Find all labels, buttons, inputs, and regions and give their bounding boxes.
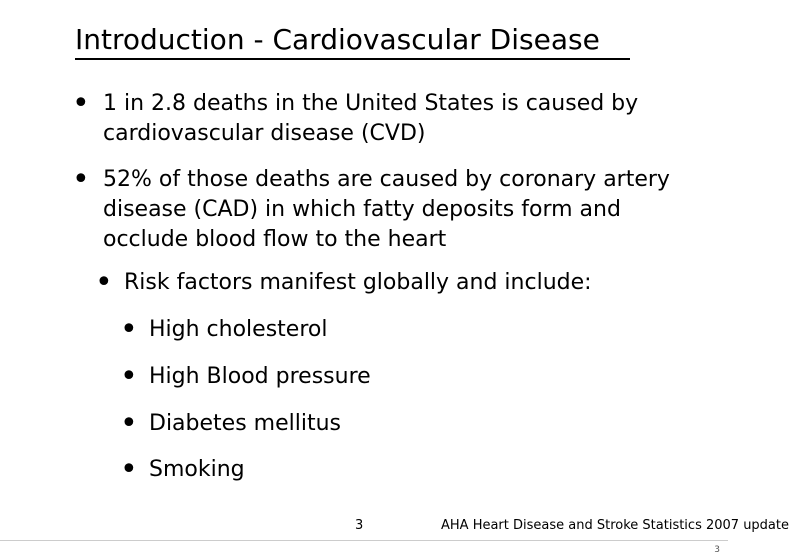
risk-factor-marker: • (120, 359, 138, 394)
risk-factor-item: Diabetes mellitus (149, 411, 341, 436)
bullet-marker: • (72, 86, 90, 121)
risk-factors-heading: Risk factors manifest globally and include: (124, 270, 592, 295)
bullet-2-line-3: occlude blood flow to the heart (103, 227, 447, 252)
risk-factor-marker: • (120, 406, 138, 441)
risk-factor-item: High Blood pressure (149, 364, 371, 389)
bullet-1-line-2: cardiovascular disease (CVD) (103, 121, 426, 146)
slide-number: 3 (355, 518, 364, 533)
bullet-marker: • (72, 162, 90, 197)
risk-factor-item: High cholesterol (149, 317, 328, 342)
risk-factor-marker: • (120, 452, 138, 487)
risk-factor-item: Smoking (149, 457, 245, 482)
title-underline (75, 58, 630, 60)
source-citation: AHA Heart Disease and Stroke Statistics 2007 update (441, 518, 789, 533)
risk-factor-marker: • (120, 312, 138, 347)
sub-bullet-marker: • (95, 265, 113, 300)
page-number: 3 (714, 545, 720, 555)
bullet-1-line-1: 1 in 2.8 deaths in the United States is caused by (103, 91, 639, 116)
page-divider (0, 540, 728, 541)
slide-title: Introduction - Cardiovascular Disease (75, 23, 600, 56)
bullet-2-line-2: disease (CAD) in which fatty deposits form and (103, 197, 621, 222)
bullet-2-line-1: 52% of those deaths are caused by coronary artery (103, 167, 670, 192)
